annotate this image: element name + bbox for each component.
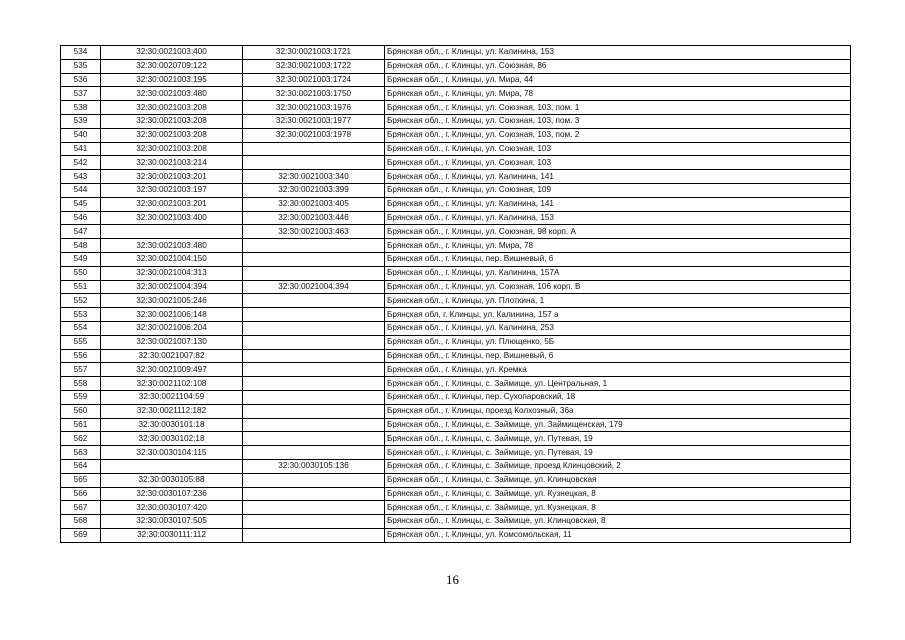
land-cadastral-number-cell: 32:30:0030105:88: [101, 473, 243, 487]
land-cadastral-number-cell: 32:30:0021006:204: [101, 321, 243, 335]
address-cell: Брянская обл., г. Клинцы, с. Займище, ул. Клинцовская, 8: [385, 515, 851, 529]
building-cadastral-number-cell: 32:30:0021003:1976: [243, 101, 385, 115]
table-row: [61, 487, 851, 501]
address-cell: Брянская обл., г. Клинцы, ул. Плоткина, 1: [385, 294, 851, 308]
land-cadastral-number-cell: 32:30:0021003:195: [101, 73, 243, 87]
building-cadastral-number-cell: 32:30:0021003:340: [243, 170, 385, 184]
row-number-cell: 537: [61, 87, 101, 101]
row-number-cell: 539: [61, 114, 101, 128]
land-cadastral-number-cell: [101, 225, 243, 239]
building-cadastral-number-cell: [243, 418, 385, 432]
row-number-cell: 555: [61, 335, 101, 349]
building-cadastral-number-cell: 32:30:0021003:446: [243, 211, 385, 225]
building-cadastral-number-cell: 32:30:0021003:1750: [243, 87, 385, 101]
table-row: [61, 46, 851, 60]
table-row: [61, 390, 851, 404]
building-cadastral-number-cell: 32:30:0021003:399: [243, 183, 385, 197]
land-cadastral-number-cell: 32:30:0021003:208: [101, 142, 243, 156]
land-cadastral-number-cell: 32:30:0030107:236: [101, 487, 243, 501]
table-row: [61, 404, 851, 418]
table-row: [61, 280, 851, 294]
address-cell: Брянская обл., г. Клинцы, ул. Союзная, 86: [385, 59, 851, 73]
land-cadastral-number-cell: 32:30:0030102:18: [101, 432, 243, 446]
address-cell: Брянская обл., г. Клинцы, с. Займище, ул. Клинцовская: [385, 473, 851, 487]
row-number-cell: 560: [61, 404, 101, 418]
building-cadastral-number-cell: [243, 266, 385, 280]
page-number: 16: [446, 572, 459, 587]
row-number-cell: 534: [61, 46, 101, 60]
row-number-cell: 541: [61, 142, 101, 156]
row-number-cell: 548: [61, 239, 101, 253]
table-row: [61, 308, 851, 322]
row-number-cell: 552: [61, 294, 101, 308]
address-cell: Брянская обл., г. Клинцы, ул. Союзная, 103, пом. 1: [385, 101, 851, 115]
table-row: [61, 59, 851, 73]
row-number-cell: 550: [61, 266, 101, 280]
table-row: [61, 459, 851, 473]
table-row: [61, 128, 851, 142]
building-cadastral-number-cell: 32:30:0021003:463: [243, 225, 385, 239]
row-number-cell: 568: [61, 515, 101, 529]
row-number-cell: 563: [61, 446, 101, 460]
land-cadastral-number-cell: [101, 459, 243, 473]
building-cadastral-number-cell: [243, 487, 385, 501]
building-cadastral-number-cell: [243, 377, 385, 391]
land-cadastral-number-cell: 32:30:0030107:505: [101, 515, 243, 529]
land-cadastral-number-cell: 32:30:0030101:18: [101, 418, 243, 432]
address-cell: Брянская обл., г. Клинцы, ул. Союзная, 103: [385, 156, 851, 170]
land-cadastral-number-cell: 32:30:0030111:112: [101, 528, 243, 542]
table-row: [61, 335, 851, 349]
table-row: [61, 473, 851, 487]
table-row: [61, 349, 851, 363]
row-number-cell: 551: [61, 280, 101, 294]
address-cell: Брянская обл., г. Клинцы, ул. Калинина, 153: [385, 46, 851, 60]
row-number-cell: 538: [61, 101, 101, 115]
table-row: [61, 363, 851, 377]
address-cell: Брянская обл., г. Клинцы, с. Займище, ул. Займищенская, 179: [385, 418, 851, 432]
address-cell: Брянская обл., г. Клинцы, ул. Калинина, 157А: [385, 266, 851, 280]
building-cadastral-number-cell: [243, 404, 385, 418]
building-cadastral-number-cell: [243, 432, 385, 446]
table-row: [61, 501, 851, 515]
table-row: [61, 211, 851, 225]
land-cadastral-number-cell: 32:30:0021102:108: [101, 377, 243, 391]
address-cell: Брянская обл., г. Клинцы, пер. Вишневый, 6: [385, 252, 851, 266]
row-number-cell: 562: [61, 432, 101, 446]
building-cadastral-number-cell: [243, 308, 385, 322]
row-number-cell: 554: [61, 321, 101, 335]
table-row: [61, 170, 851, 184]
building-cadastral-number-cell: [243, 501, 385, 515]
address-cell: Брянская обл., г. Клинцы, с. Займище, ул. Кузнецкая, 8: [385, 501, 851, 515]
row-number-cell: 565: [61, 473, 101, 487]
building-cadastral-number-cell: 32:30:0021003:1977: [243, 114, 385, 128]
land-cadastral-number-cell: 32:30:0030104:115: [101, 446, 243, 460]
row-number-cell: 564: [61, 459, 101, 473]
address-cell: Брянская обл., г. Клинцы, ул. Калинина, 253: [385, 321, 851, 335]
land-cadastral-number-cell: 32:30:0021112:182: [101, 404, 243, 418]
building-cadastral-number-cell: [243, 156, 385, 170]
row-number-cell: 547: [61, 225, 101, 239]
row-number-cell: 536: [61, 73, 101, 87]
building-cadastral-number-cell: 32:30:0021004:394: [243, 280, 385, 294]
building-cadastral-number-cell: 32:30:0030105:136: [243, 459, 385, 473]
address-cell: Брянская обл., г. Клинцы, с. Займище, ул. Путевая, 19: [385, 446, 851, 460]
address-cell: Брянская обл., г. Клинцы, ул. Калинина, 153: [385, 211, 851, 225]
address-cell: Брянская обл., г. Клинцы, ул. Мира, 78: [385, 87, 851, 101]
building-cadastral-number-cell: [243, 321, 385, 335]
building-cadastral-number-cell: 32:30:0021003:1724: [243, 73, 385, 87]
table-row: [61, 142, 851, 156]
address-cell: Брянская обл., г. Клинцы, ул. Союзная, 98 корп. А: [385, 225, 851, 239]
table-row: [61, 225, 851, 239]
land-cadastral-number-cell: 32:30:0021003:480: [101, 87, 243, 101]
building-cadastral-number-cell: 32:30:0021003:405: [243, 197, 385, 211]
building-cadastral-number-cell: [243, 473, 385, 487]
building-cadastral-number-cell: [243, 294, 385, 308]
land-cadastral-number-cell: 32:30:0021005:246: [101, 294, 243, 308]
address-cell: Брянская обл., г. Клинцы, ул. Плющенко, 5Б: [385, 335, 851, 349]
land-cadastral-number-cell: 32:30:0021003:400: [101, 46, 243, 60]
address-cell: Брянская обл., г. Клинцы, пер. Вишневый, 6: [385, 349, 851, 363]
address-cell: Брянская обл., г. Клинцы, ул. Мира, 78: [385, 239, 851, 253]
building-cadastral-number-cell: [243, 515, 385, 529]
building-cadastral-number-cell: 32:30:0021003:1978: [243, 128, 385, 142]
address-cell: Брянская обл., г. Клинцы, ул. Калинина, 141: [385, 197, 851, 211]
land-cadastral-number-cell: 32:30:0020709:122: [101, 59, 243, 73]
land-cadastral-number-cell: 32:30:0021004:394: [101, 280, 243, 294]
row-number-cell: 546: [61, 211, 101, 225]
row-number-cell: 561: [61, 418, 101, 432]
address-cell: Брянская обл., г. Клинцы, ул. Союзная, 103, пом. 2: [385, 128, 851, 142]
address-cell: Брянская обл., г. Клинцы, ул. Союзная, 106 корп. В: [385, 280, 851, 294]
land-cadastral-number-cell: 32:30:0021003:400: [101, 211, 243, 225]
table-row: [61, 252, 851, 266]
land-cadastral-number-cell: 32:30:0021003:214: [101, 156, 243, 170]
address-cell: Брянская обл., г. Клинцы, пер. Сухопаровский, 18: [385, 390, 851, 404]
land-cadastral-number-cell: 32:30:0030107:420: [101, 501, 243, 515]
land-cadastral-number-cell: 32:30:0021009:497: [101, 363, 243, 377]
row-number-cell: 535: [61, 59, 101, 73]
address-cell: Брянская обл., г. Клинцы, ул. Союзная, 103: [385, 142, 851, 156]
building-cadastral-number-cell: [243, 335, 385, 349]
building-cadastral-number-cell: [243, 239, 385, 253]
row-number-cell: 559: [61, 390, 101, 404]
building-cadastral-number-cell: [243, 252, 385, 266]
table-row: [61, 197, 851, 211]
address-cell: Брянская обл., г. Клинцы, проезд Колхозный, 36а: [385, 404, 851, 418]
table-row: [61, 87, 851, 101]
row-number-cell: 549: [61, 252, 101, 266]
land-cadastral-number-cell: 32:30:0021003:208: [101, 101, 243, 115]
row-number-cell: 567: [61, 501, 101, 515]
land-cadastral-number-cell: 32:30:0021003:197: [101, 183, 243, 197]
table-body: [61, 46, 851, 543]
address-cell: Брянская обл., г. Клинцы, ул. Союзная, 109: [385, 183, 851, 197]
table-row: [61, 418, 851, 432]
building-cadastral-number-cell: [243, 349, 385, 363]
row-number-cell: 543: [61, 170, 101, 184]
address-cell: Брянская обл., г. Клинцы, ул. Калинина, 141: [385, 170, 851, 184]
address-cell: Брянская обл., г. Клинцы, ул. Союзная, 103, пом. 3: [385, 114, 851, 128]
land-cadastral-number-cell: 32:30:0021004:150: [101, 252, 243, 266]
table-row: [61, 101, 851, 115]
address-cell: Брянская обл., г. Клинцы, ул. Мира, 44: [385, 73, 851, 87]
row-number-cell: 558: [61, 377, 101, 391]
table-row: [61, 114, 851, 128]
land-cadastral-number-cell: 32:30:0021004:313: [101, 266, 243, 280]
table-row: [61, 156, 851, 170]
address-cell: Брянская обл., г. Клинцы, с. Займище, ул. Путевая, 19: [385, 432, 851, 446]
building-cadastral-number-cell: 32:30:0021003:1721: [243, 46, 385, 60]
row-number-cell: 556: [61, 349, 101, 363]
row-number-cell: 542: [61, 156, 101, 170]
row-number-cell: 544: [61, 183, 101, 197]
row-number-cell: 545: [61, 197, 101, 211]
table-row: [61, 239, 851, 253]
row-number-cell: 566: [61, 487, 101, 501]
table-row: [61, 515, 851, 529]
land-cadastral-number-cell: 32:30:0021104:59: [101, 390, 243, 404]
address-cell: Брянская обл., г. Клинцы, с. Займище, проезд Клинцовский, 2: [385, 459, 851, 473]
address-cell: Брянская обл, г. Клинцы, ул. Калинина, 157 а: [385, 308, 851, 322]
address-cell: Брянская обл., г. Клинцы, с. Займище, ул. Центральная, 1: [385, 377, 851, 391]
row-number-cell: 557: [61, 363, 101, 377]
building-cadastral-number-cell: [243, 446, 385, 460]
row-number-cell: 540: [61, 128, 101, 142]
land-cadastral-number-cell: 32:30:0021003:208: [101, 128, 243, 142]
land-cadastral-number-cell: 32:30:0021003:201: [101, 197, 243, 211]
building-cadastral-number-cell: [243, 390, 385, 404]
land-cadastral-number-cell: 32:30:0021006:148: [101, 308, 243, 322]
building-cadastral-number-cell: [243, 142, 385, 156]
row-number-cell: 553: [61, 308, 101, 322]
address-cell: Брянская обл., г. Клинцы, с. Займище, ул. Кузнецкая, 8: [385, 487, 851, 501]
address-cell: Брянская обл., г. Клинцы, ул. Кремка: [385, 363, 851, 377]
building-cadastral-number-cell: [243, 363, 385, 377]
table-row: [61, 432, 851, 446]
table-row: [61, 377, 851, 391]
row-number-cell: 569: [61, 528, 101, 542]
table-row: [61, 446, 851, 460]
table-row: [61, 294, 851, 308]
building-cadastral-number-cell: 32:30:0021003:1722: [243, 59, 385, 73]
land-cadastral-number-cell: 32:30:0021003:480: [101, 239, 243, 253]
table-row: [61, 266, 851, 280]
land-cadastral-number-cell: 32:30:0021003:201: [101, 170, 243, 184]
table-row: [61, 321, 851, 335]
address-cell: Брянская обл., г. Клинцы, ул. Комсомольская, 11: [385, 528, 851, 542]
table-row: [61, 183, 851, 197]
table-row: [61, 528, 851, 542]
land-cadastral-number-cell: 32:30:0021007:82: [101, 349, 243, 363]
land-cadastral-number-cell: 32:30:0021003:208: [101, 114, 243, 128]
building-cadastral-number-cell: [243, 528, 385, 542]
land-cadastral-number-cell: 32:30:0021007:130: [101, 335, 243, 349]
table-row: [61, 73, 851, 87]
cadastral-table: [60, 45, 851, 543]
